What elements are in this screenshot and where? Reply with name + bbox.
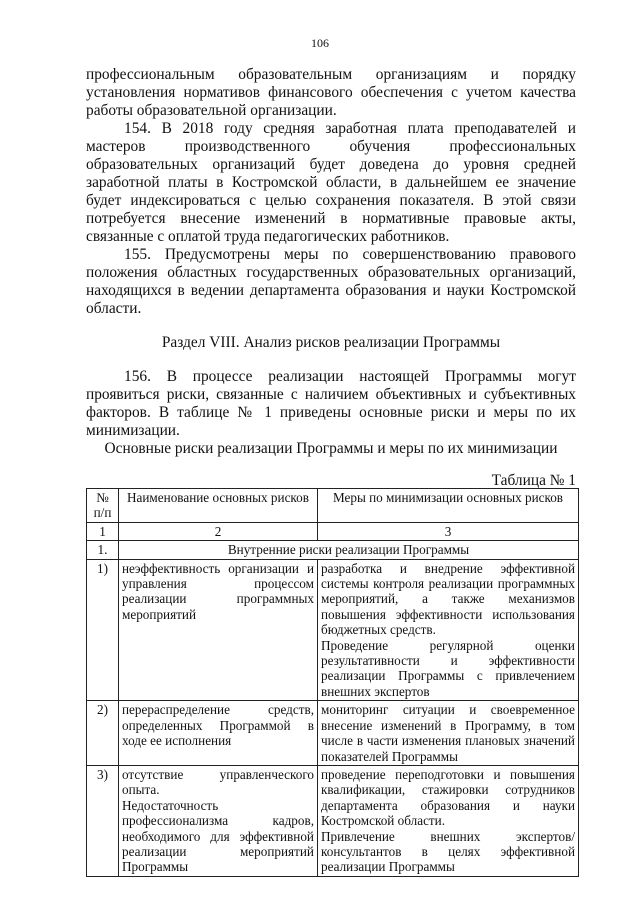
measure-text: мониторинг ситуации и своевременное внесение изменений в Программу, в том числе в части изменения плановых значений показателей Программы xyxy=(321,702,575,764)
measure-text: разработка и внедрение эффективной системы контроля реализации программных мероприятий, а также механизмов повышения эффективности использования бюджетных средств. xyxy=(321,560,575,638)
numbering-3: 3 xyxy=(318,522,579,540)
paragraph-156: 156. В процессе реализации настоящей Программы могут проявиться риски, связанные с наличием объективных и субъективных факторов. В таблице № 1 приведены основные риски и меры по их минимизации. xyxy=(86,368,576,439)
table-header-row xyxy=(87,489,579,523)
table-numbering-row xyxy=(87,522,579,540)
table-group-row xyxy=(87,541,579,559)
table-row xyxy=(87,701,579,766)
risk-text: Недостаточность профессионализма кадров, необходимого для эффективной реализации мероприятий Программы xyxy=(122,797,314,875)
risk-text: перераспределение средств, определенных Программой в ходе ее исполнения xyxy=(122,702,314,749)
risk-cell xyxy=(119,559,318,701)
measure-text: Проведение регулярной оценки результативности и эффективности реализации Программы с привлечением внешних экспертов xyxy=(321,637,575,699)
risk-text: неэффективность организации и управления процессом реализации программных мероприятий xyxy=(122,560,314,622)
page-number: 106 xyxy=(311,36,329,50)
measure-text: проведение переподготовки и повышения квалификации, стажировки сотрудников департамента образования и науки Костромской области. xyxy=(321,766,575,829)
measures-cell xyxy=(318,765,579,876)
section-title: Раздел VIII. Анализ рисков реализации Программы xyxy=(161,334,501,351)
risk-cell xyxy=(119,765,318,876)
paragraph-154: 154. В 2018 году средняя заработная плата преподавателей и мастеров производственного обучения профессиональных образовательных организаций будет доведена до уровня средней заработной платы в Костромской области, в дальнейшем ее значение будет индексироваться с целью сохранения показателя. В этой связи потребуется внесение изменений в нормативные правовые акты, связанные с оплатой труда педагогических работников. xyxy=(86,120,576,245)
table-title: Основные риски реализации Программы и меры по их минимизации xyxy=(104,440,558,457)
row-number: 1) xyxy=(87,559,119,701)
group-title: Внутренние риски реализации Программы xyxy=(119,541,579,559)
measures-cell xyxy=(318,559,579,701)
body-text xyxy=(86,66,576,440)
numbering-2: 2 xyxy=(119,522,318,540)
paragraph-155: 155. Предусмотрены меры по совершенствованию правового положения областных государственных образовательных организаций, находящихся в ведении департамента образования и науки Костромской области. xyxy=(86,246,576,317)
header-measures: Меры по минимизации основных рисков xyxy=(318,489,579,523)
numbering-1: 1 xyxy=(87,522,119,540)
group-number: 1. xyxy=(87,541,119,559)
paragraph-continuation: профессиональным образовательным организациям и порядку установления нормативов финансового обеспечения с учетом качества работы образовательной организации. xyxy=(86,66,576,119)
row-number: 3) xyxy=(87,765,119,876)
table-caption: Таблица № 1 xyxy=(491,472,576,489)
header-risk: Наименование основных рисков xyxy=(119,489,318,523)
risks-table xyxy=(86,488,579,877)
row-number: 2) xyxy=(87,701,119,766)
risk-text: отсутствие управленческого опыта. xyxy=(122,766,314,798)
table-row xyxy=(87,559,579,701)
measure-text: Привлечение внешних экспертов/ консультантов в целях эффективной реализации Программы xyxy=(321,828,575,875)
risk-cell xyxy=(119,701,318,766)
measures-cell xyxy=(318,701,579,766)
table-row xyxy=(87,765,579,876)
header-number: № п/п xyxy=(87,489,119,523)
